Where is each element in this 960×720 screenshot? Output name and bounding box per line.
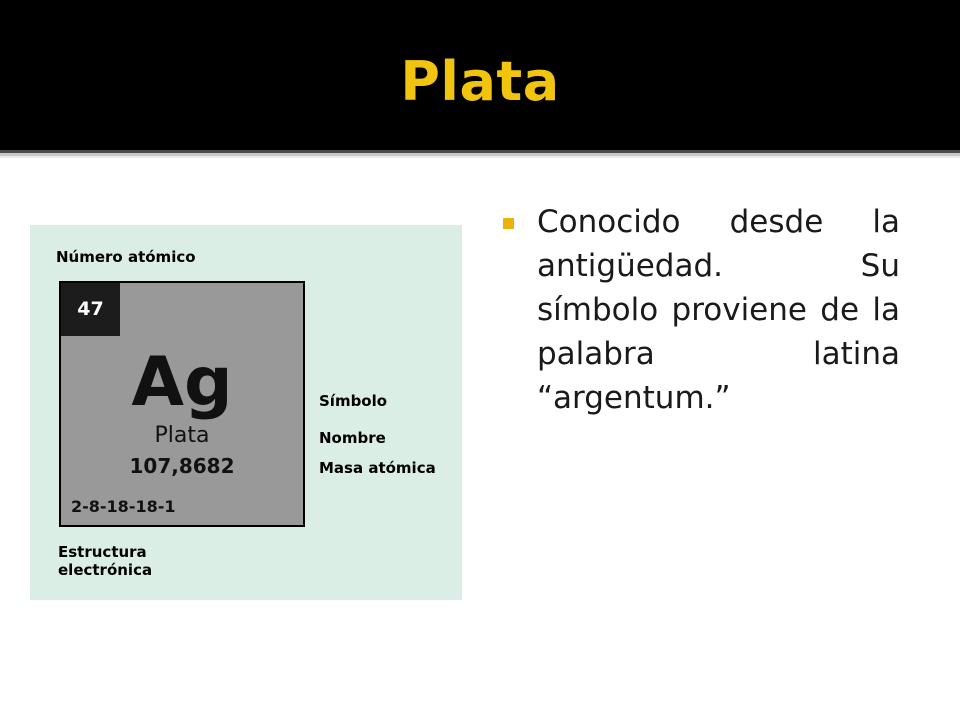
- bullet-item: Conocido desde la antigüedad. Su símbolo proviene de la palabra latina “argentum.”: [537, 204, 900, 416]
- electron-structure-label-line2: electrónica: [58, 561, 153, 579]
- symbol-label: Símbolo: [319, 392, 388, 410]
- electron-structure-label-line1: Estructura: [58, 543, 147, 561]
- element-symbol: Ag: [131, 343, 233, 422]
- slide-title: Plata: [400, 50, 560, 113]
- element-card-image: [30, 225, 462, 600]
- name-label: Nombre: [319, 429, 386, 447]
- electron-structure-label: [58, 543, 152, 579]
- atomic-mass: 107,8682: [129, 454, 235, 478]
- element-name: Plata: [154, 423, 210, 448]
- title-bar: [0, 0, 960, 150]
- atomic-number-label: Número atómico: [56, 248, 196, 266]
- title-divider-highlight: [0, 156, 960, 158]
- element-tile: [59, 281, 305, 527]
- atomic-number: 47: [61, 283, 120, 336]
- square-bullet-icon: [503, 218, 514, 229]
- electron-configuration: 2-8-18-18-1: [71, 497, 176, 516]
- atomic-mass-label: Masa atómica: [319, 459, 436, 477]
